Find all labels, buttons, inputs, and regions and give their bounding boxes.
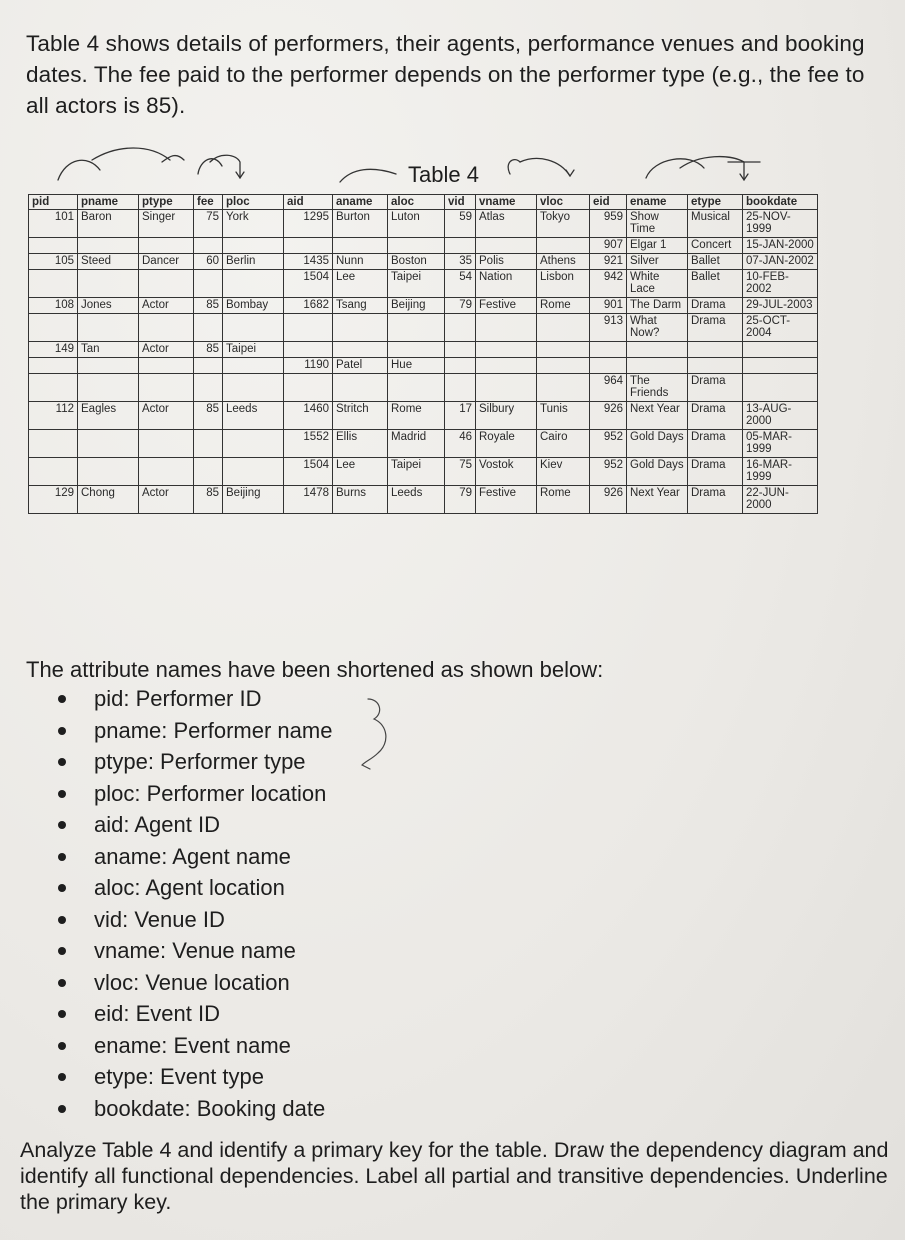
list-item: aid: Agent ID: [56, 809, 332, 841]
table-cell-eid: 921: [590, 253, 627, 269]
table-cell-pid: [29, 313, 78, 341]
table-cell-bookdate: 22-JUN-2000: [743, 485, 818, 513]
table-cell-vloc: Lisbon: [537, 269, 590, 297]
table-cell-ename: Next Year: [627, 485, 688, 513]
table-cell-vid: 35: [445, 253, 476, 269]
table-row: [29, 269, 818, 297]
abbreviation-note: The attribute names have been shortened as shown below:: [26, 657, 604, 682]
table-cell-aname: Stritch: [333, 401, 388, 429]
table-cell-aname: [333, 341, 388, 357]
table-cell-pname: Chong: [78, 485, 139, 513]
table-cell-fee: [194, 269, 223, 297]
table-cell-etype: [688, 341, 743, 357]
table-cell-ename: Gold Days: [627, 457, 688, 485]
table-cell-bookdate: 25-OCT-2004: [743, 313, 818, 341]
table-cell-pid: [29, 457, 78, 485]
table-cell-bookdate: 16-MAR-1999: [743, 457, 818, 485]
table-cell-vid: [445, 237, 476, 253]
table-cell-vid: 54: [445, 269, 476, 297]
table-cell-ename: What Now?: [627, 313, 688, 341]
table-cell-fee: [194, 457, 223, 485]
table-cell-aid: [284, 373, 333, 401]
table-cell-bookdate: 07-JAN-2002: [743, 253, 818, 269]
table-cell-eid: 952: [590, 457, 627, 485]
table-cell-vid: [445, 373, 476, 401]
table-cell-vloc: Cairo: [537, 429, 590, 457]
table-cell-ploc: Taipei: [223, 341, 284, 357]
table-cell-pid: [29, 237, 78, 253]
table-cell-pid: 112: [29, 401, 78, 429]
table-cell-ploc: York: [223, 209, 284, 237]
table-cell-aloc: [388, 373, 445, 401]
table-cell-ename: [627, 341, 688, 357]
table-cell-aloc: Rome: [388, 401, 445, 429]
table-row: [29, 253, 818, 269]
table-row: [29, 457, 818, 485]
table-cell-vname: Royale: [476, 429, 537, 457]
table-cell-fee: [194, 429, 223, 457]
table-cell-pid: 149: [29, 341, 78, 357]
table-cell-aid: [284, 237, 333, 253]
table-cell-bookdate: 25-NOV-1999: [743, 209, 818, 237]
table-cell-etype: Drama: [688, 429, 743, 457]
table-cell-ptype: [139, 237, 194, 253]
table-row: [29, 237, 818, 253]
table-cell-vid: 79: [445, 485, 476, 513]
table-cell-etype: Concert: [688, 237, 743, 253]
table-cell-eid: [590, 341, 627, 357]
table-cell-aloc: [388, 237, 445, 253]
table-cell-aid: 1682: [284, 297, 333, 313]
table-cell-ptype: [139, 429, 194, 457]
table-cell-ptype: Actor: [139, 297, 194, 313]
table-cell-vloc: Tokyo: [537, 209, 590, 237]
table-row: [29, 401, 818, 429]
column-header: eid: [590, 195, 627, 210]
table-cell-eid: 926: [590, 401, 627, 429]
table-cell-pname: [78, 457, 139, 485]
table-cell-ename: Elgar 1: [627, 237, 688, 253]
table-cell-aloc: Leeds: [388, 485, 445, 513]
table-title: Table 4: [408, 162, 479, 187]
table-cell-ename: Show Time: [627, 209, 688, 237]
table-cell-aname: Tsang: [333, 297, 388, 313]
table-cell-vname: Atlas: [476, 209, 537, 237]
column-header: vid: [445, 195, 476, 210]
table-row: [29, 341, 818, 357]
table-cell-vid: 46: [445, 429, 476, 457]
table-cell-vid: [445, 341, 476, 357]
table-cell-eid: 952: [590, 429, 627, 457]
table-cell-aid: 1295: [284, 209, 333, 237]
table-cell-aid: 1552: [284, 429, 333, 457]
list-item: aname: Agent name: [56, 841, 332, 873]
table-cell-vid: 79: [445, 297, 476, 313]
table-cell-pname: Tan: [78, 341, 139, 357]
column-header: pname: [78, 195, 139, 210]
table-cell-pname: Jones: [78, 297, 139, 313]
table-cell-aloc: Luton: [388, 209, 445, 237]
table-cell-vid: [445, 313, 476, 341]
table-cell-ptype: [139, 313, 194, 341]
column-header: bookdate: [743, 195, 818, 210]
table-cell-ptype: [139, 373, 194, 401]
table-cell-etype: Drama: [688, 297, 743, 313]
table-cell-eid: 964: [590, 373, 627, 401]
list-item: eid: Event ID: [56, 998, 332, 1030]
table-cell-vname: Silbury: [476, 401, 537, 429]
list-item: aloc: Agent location: [56, 872, 332, 904]
table-cell-vloc: Tunis: [537, 401, 590, 429]
column-header: aname: [333, 195, 388, 210]
table-cell-aloc: Madrid: [388, 429, 445, 457]
table-cell-vid: [445, 357, 476, 373]
table-cell-vloc: [537, 357, 590, 373]
list-item: vid: Venue ID: [56, 904, 332, 936]
table-cell-etype: Drama: [688, 457, 743, 485]
table-cell-bookdate: 15-JAN-2000: [743, 237, 818, 253]
table-cell-fee: 85: [194, 485, 223, 513]
table-cell-pname: [78, 313, 139, 341]
table-cell-vname: [476, 373, 537, 401]
table-cell-aname: Patel: [333, 357, 388, 373]
table-cell-vid: 75: [445, 457, 476, 485]
table-cell-aid: 1504: [284, 457, 333, 485]
table-cell-ploc: [223, 457, 284, 485]
table-cell-pname: [78, 373, 139, 401]
table-cell-aname: Nunn: [333, 253, 388, 269]
table-cell-etype: Ballet: [688, 269, 743, 297]
column-header: vloc: [537, 195, 590, 210]
table-cell-ename: [627, 357, 688, 373]
attribute-list: [56, 683, 332, 1124]
table-cell-vloc: Athens: [537, 253, 590, 269]
table-cell-eid: [590, 357, 627, 373]
intro-paragraph: Table 4 shows details of performers, their agents, performance venues and booking dates. The fee paid to the performer depends on the performer type (e.g., the fee to all actors is 85).: [26, 31, 865, 118]
table-cell-bookdate: 13-AUG-2000: [743, 401, 818, 429]
table-cell-vloc: Rome: [537, 297, 590, 313]
table-cell-ploc: [223, 269, 284, 297]
table-cell-ptype: [139, 269, 194, 297]
table-cell-ename: Silver: [627, 253, 688, 269]
table-cell-etype: Drama: [688, 401, 743, 429]
table-cell-ploc: Bombay: [223, 297, 284, 313]
table-cell-etype: Drama: [688, 485, 743, 513]
column-header: ptype: [139, 195, 194, 210]
column-header: aid: [284, 195, 333, 210]
table-row: [29, 373, 818, 401]
table-cell-aname: [333, 237, 388, 253]
table-cell-vname: [476, 341, 537, 357]
table-cell-aloc: Hue: [388, 357, 445, 373]
table-cell-aloc: [388, 341, 445, 357]
table-cell-pname: [78, 429, 139, 457]
table-cell-vname: Festive: [476, 297, 537, 313]
column-header: pid: [29, 195, 78, 210]
table-cell-vloc: [537, 313, 590, 341]
table-cell-aname: [333, 313, 388, 341]
table-cell-pname: [78, 269, 139, 297]
table-cell-fee: 85: [194, 297, 223, 313]
table-cell-pname: Steed: [78, 253, 139, 269]
table-cell-vid: 59: [445, 209, 476, 237]
table-cell-aname: Burns: [333, 485, 388, 513]
table-header-row: [29, 195, 818, 210]
table-cell-aloc: Taipei: [388, 457, 445, 485]
list-item: ptype: Performer type: [56, 746, 332, 778]
table-cell-ename: Gold Days: [627, 429, 688, 457]
table-cell-vname: Vostok: [476, 457, 537, 485]
table-cell-pid: 101: [29, 209, 78, 237]
table-cell-etype: Ballet: [688, 253, 743, 269]
table-cell-ptype: [139, 357, 194, 373]
table-row: [29, 357, 818, 373]
list-item: ename: Event name: [56, 1030, 332, 1062]
table-cell-vname: Festive: [476, 485, 537, 513]
table-cell-ptype: Actor: [139, 341, 194, 357]
table-cell-bookdate: 05-MAR-1999: [743, 429, 818, 457]
table-cell-vname: [476, 313, 537, 341]
table-cell-ptype: Actor: [139, 485, 194, 513]
table-cell-aloc: Taipei: [388, 269, 445, 297]
table-cell-vloc: [537, 373, 590, 401]
table-cell-pname: Eagles: [78, 401, 139, 429]
table-cell-eid: 942: [590, 269, 627, 297]
table-cell-fee: 85: [194, 341, 223, 357]
table-cell-vname: Nation: [476, 269, 537, 297]
table-cell-ploc: Berlin: [223, 253, 284, 269]
list-item: pid: Performer ID: [56, 683, 332, 715]
task-instructions: Analyze Table 4 and identify a primary key for the table. Draw the dependency diagram and identify all functional dependencies. Label all partial and transitive dependencies. Underline the primary key.: [20, 1138, 889, 1214]
table-cell-fee: [194, 373, 223, 401]
column-header: aloc: [388, 195, 445, 210]
table-cell-etype: Drama: [688, 373, 743, 401]
table-cell-ptype: Dancer: [139, 253, 194, 269]
table-cell-aname: Lee: [333, 457, 388, 485]
table-cell-aname: Ellis: [333, 429, 388, 457]
table-cell-ploc: Leeds: [223, 401, 284, 429]
handwritten-bracket-mark: [350, 695, 400, 775]
table-cell-ploc: [223, 357, 284, 373]
table-cell-ploc: [223, 313, 284, 341]
table-cell-fee: [194, 357, 223, 373]
table-4: [28, 194, 818, 514]
table-cell-vloc: Rome: [537, 485, 590, 513]
table-row: [29, 297, 818, 313]
table-cell-etype: Musical: [688, 209, 743, 237]
list-item: etype: Event type: [56, 1061, 332, 1093]
table-cell-eid: 926: [590, 485, 627, 513]
table-cell-eid: 959: [590, 209, 627, 237]
table-cell-fee: [194, 237, 223, 253]
table-row: [29, 485, 818, 513]
list-item: pname: Performer name: [56, 715, 332, 747]
table-cell-aloc: [388, 313, 445, 341]
table-cell-pid: [29, 429, 78, 457]
list-item: vloc: Venue location: [56, 967, 332, 999]
table-cell-bookdate: [743, 341, 818, 357]
table-cell-pname: Baron: [78, 209, 139, 237]
table-cell-pid: 105: [29, 253, 78, 269]
table-cell-fee: [194, 313, 223, 341]
table-cell-ename: White Lace: [627, 269, 688, 297]
table-cell-bookdate: 29-JUL-2003: [743, 297, 818, 313]
table-cell-aid: 1190: [284, 357, 333, 373]
table-cell-vname: Polis: [476, 253, 537, 269]
table-cell-vloc: [537, 237, 590, 253]
table-row: [29, 209, 818, 237]
column-header: fee: [194, 195, 223, 210]
table-cell-eid: 907: [590, 237, 627, 253]
table-cell-fee: 85: [194, 401, 223, 429]
table-cell-aid: 1504: [284, 269, 333, 297]
table-body: [29, 209, 818, 513]
table-cell-pid: 129: [29, 485, 78, 513]
table-cell-aid: [284, 313, 333, 341]
table-cell-aid: 1460: [284, 401, 333, 429]
table-cell-aname: [333, 373, 388, 401]
table-cell-ename: The Friends: [627, 373, 688, 401]
table-cell-vloc: [537, 341, 590, 357]
table-cell-pid: [29, 373, 78, 401]
table-cell-vname: [476, 357, 537, 373]
column-header: ename: [627, 195, 688, 210]
table-cell-aid: 1478: [284, 485, 333, 513]
table-cell-ploc: [223, 237, 284, 253]
table-cell-ptype: Actor: [139, 401, 194, 429]
table-cell-ename: The Darm: [627, 297, 688, 313]
column-header: etype: [688, 195, 743, 210]
table-cell-pid: 108: [29, 297, 78, 313]
list-item: ploc: Performer location: [56, 778, 332, 810]
table-cell-ptype: Singer: [139, 209, 194, 237]
table-cell-pname: [78, 357, 139, 373]
table-cell-aname: Lee: [333, 269, 388, 297]
table-cell-bookdate: [743, 373, 818, 401]
table-cell-aid: [284, 341, 333, 357]
table-cell-eid: 901: [590, 297, 627, 313]
list-item: vname: Venue name: [56, 935, 332, 967]
table-cell-etype: Drama: [688, 313, 743, 341]
list-item: bookdate: Booking date: [56, 1093, 332, 1125]
table-cell-fee: 60: [194, 253, 223, 269]
table-row: [29, 313, 818, 341]
table-cell-bookdate: [743, 357, 818, 373]
table-cell-ploc: Beijing: [223, 485, 284, 513]
table-cell-vname: [476, 237, 537, 253]
table-row: [29, 429, 818, 457]
table-cell-aname: Burton: [333, 209, 388, 237]
table-cell-vloc: Kiev: [537, 457, 590, 485]
table-cell-ploc: [223, 373, 284, 401]
table-cell-etype: [688, 357, 743, 373]
table-cell-bookdate: 10-FEB-2002: [743, 269, 818, 297]
table-cell-aid: 1435: [284, 253, 333, 269]
table-cell-vid: 17: [445, 401, 476, 429]
column-header: vname: [476, 195, 537, 210]
table-cell-aloc: Beijing: [388, 297, 445, 313]
table-cell-pid: [29, 357, 78, 373]
table-cell-pid: [29, 269, 78, 297]
table-cell-aloc: Boston: [388, 253, 445, 269]
column-header: ploc: [223, 195, 284, 210]
table-cell-pname: [78, 237, 139, 253]
table-cell-fee: 75: [194, 209, 223, 237]
table-cell-ename: Next Year: [627, 401, 688, 429]
table-cell-ptype: [139, 457, 194, 485]
table-cell-ploc: [223, 429, 284, 457]
table-cell-eid: 913: [590, 313, 627, 341]
